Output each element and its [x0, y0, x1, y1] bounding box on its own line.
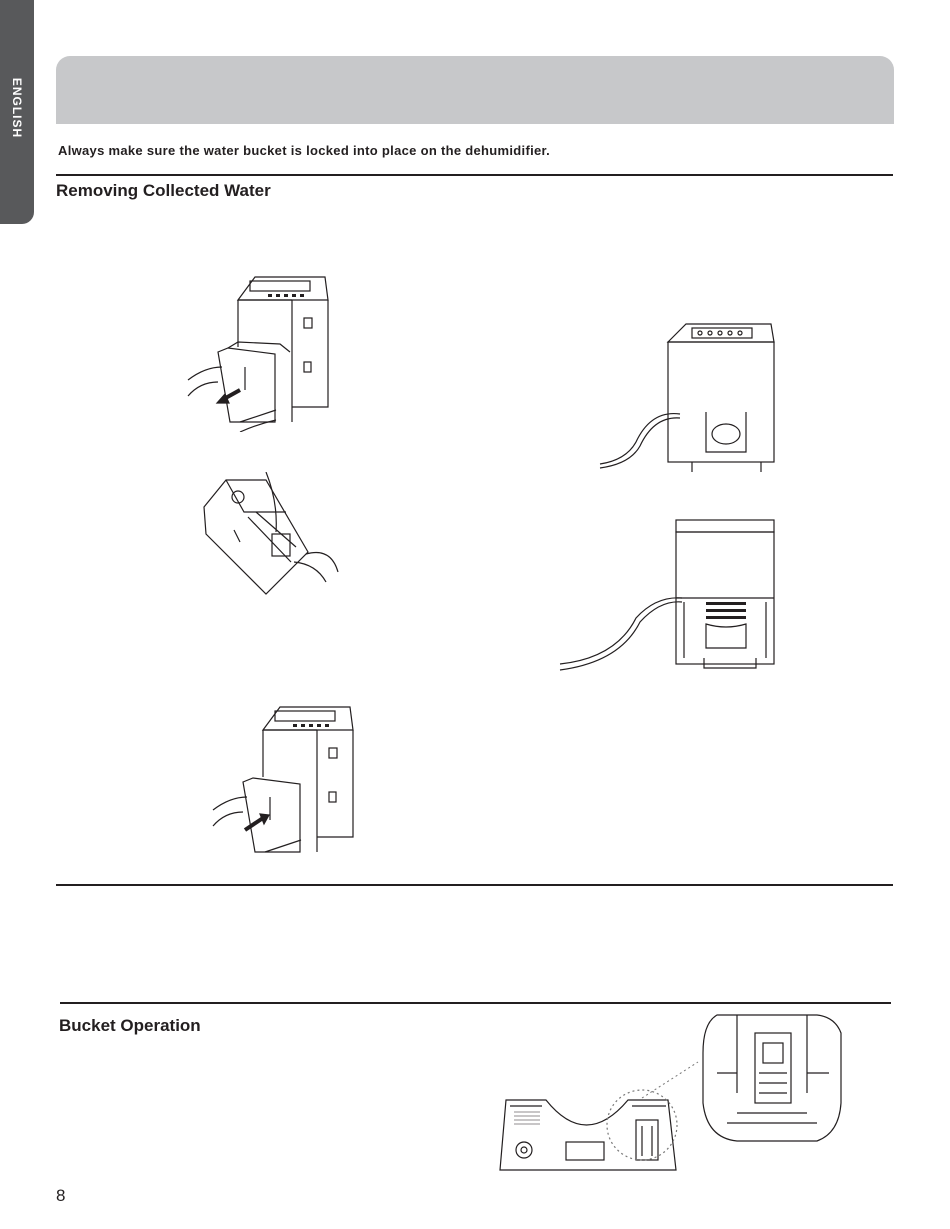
- bucket-lock-note: Always make sure the water bucket is locked into place on the dehumidifier.: [58, 143, 551, 158]
- divider: [56, 884, 893, 886]
- detail-callout-leader: [640, 1060, 700, 1100]
- bucket-emptying-illustration: [196, 472, 346, 602]
- drain-hose-front-illustration: [596, 322, 786, 472]
- dehumidifier-bucket-insert-illustration: [205, 702, 365, 862]
- divider: [56, 174, 893, 176]
- language-tab: [0, 0, 34, 224]
- section-header-bar: [56, 56, 894, 124]
- removing-water-title: Removing Collected Water: [56, 181, 271, 200]
- page-number: 8: [56, 1186, 66, 1205]
- dehumidifier-bucket-removal-illustration: [180, 272, 340, 432]
- bucket-operation-title: Bucket Operation: [59, 1016, 201, 1035]
- language-tab-label: ENGLISH: [10, 77, 24, 139]
- bucket-float-detail-illustration: [697, 1013, 847, 1143]
- drain-hose-back-illustration: [556, 518, 781, 673]
- divider: [60, 1002, 891, 1004]
